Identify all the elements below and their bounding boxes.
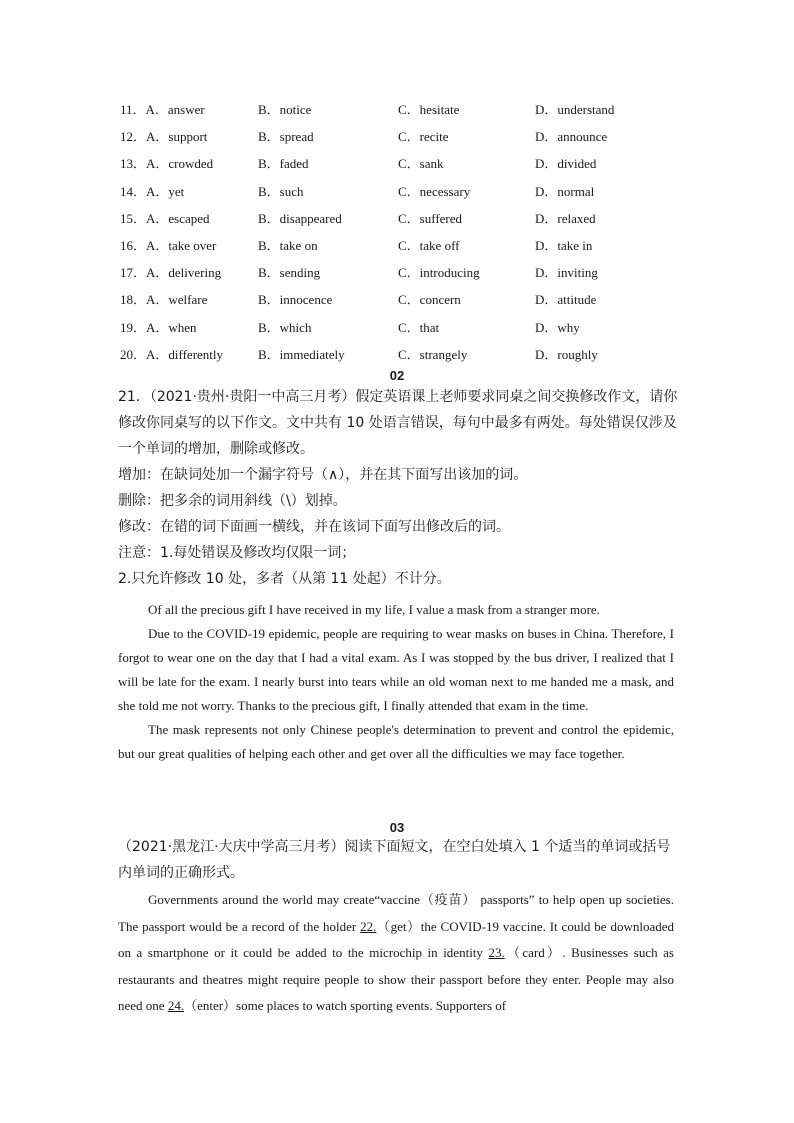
option-c: C．hesitate [398, 102, 460, 118]
option-a: 20．A．differently [120, 346, 224, 362]
option-row [120, 258, 680, 285]
option-b: B．sending [258, 265, 321, 281]
passage-text: Governments around the world may create“vaccine（疫苗） passports” to help open up societies. The passport would be a record of the holder [118, 892, 674, 934]
options-list [120, 95, 680, 367]
option-b: B．take on [258, 238, 318, 254]
option-c: C．necessary [398, 183, 471, 199]
option-c: C．strangely [398, 346, 468, 362]
option-a: 19．A．when [120, 319, 197, 335]
option-c: C．introducing [398, 265, 480, 281]
option-c: C．sank [398, 156, 444, 172]
option-row [120, 122, 680, 149]
option-c: C．that [398, 319, 440, 335]
section-02-instructions [118, 384, 678, 592]
option-a: 13．A．crowded [120, 156, 214, 172]
essay-paragraph: Due to the COVID-19 epidemic, people are requiring to wear masks on buses in China. Therefore, I forgot to wear one on the day that I had a vital exam. As I was stopped by the bus driver, I realized that I will be late for the exam. I nearly burst into tears while an old woman next to me handed me a mask, and she told me not worry. Thanks to the precious gift, I finally attended that exam in the time. [118, 626, 674, 713]
option-a: 18．A．welfare [120, 292, 208, 308]
option-row [120, 95, 680, 122]
cloze-paragraph [118, 887, 674, 1020]
cloze-passage [118, 887, 674, 1020]
option-row [120, 177, 680, 204]
option-d: D．relaxed [535, 210, 596, 226]
instruction-note-1: 注意：1.每处错误及修改均仅限一词； [118, 545, 356, 561]
option-c: C．recite [398, 129, 449, 145]
option-c: C．take off [398, 238, 460, 254]
essay-text [118, 598, 674, 766]
essay-paragraph: Of all the precious gift I have received in my life, I value a mask from a stranger more. [148, 602, 600, 617]
question-intro: （2021·黑龙江·大庆中学高三月考）阅读下面短文，在空白处填入 1 个适当的单词或括号内单词的正确形式。 [118, 839, 671, 881]
section-03-instruction [118, 834, 678, 886]
option-d: D．divided [535, 156, 597, 172]
option-d: D．attitude [535, 292, 597, 308]
option-d: D．take in [535, 238, 593, 254]
option-d: D．inviting [535, 265, 598, 281]
instruction-modify: 修改：在错的词下面画一横线，并在该词下面写出修改后的词。 [118, 519, 510, 535]
option-b: B．faded [258, 156, 309, 172]
option-b: B．disappeared [258, 210, 342, 226]
option-d: D．roughly [535, 346, 598, 362]
option-b: B．which [258, 319, 312, 335]
instruction-delete: 删除：把多余的词用斜线（\）划掉。 [118, 493, 347, 509]
option-c: C．suffered [398, 210, 463, 226]
option-c: C．concern [398, 292, 461, 308]
option-d: D．announce [535, 129, 608, 145]
blank-22: 22. [360, 918, 377, 934]
question-intro: 21．（2021·贵州·贵阳一中高三月考）假定英语课上老师要求同桌之间交换修改作文，请你修改你同桌写的以下作文。文中共有 10 处语言错误，每句中最多有两处。每处错误仅涉及一个单词的增加，删除或修改。 [118, 389, 678, 457]
option-d: D．normal [535, 183, 595, 199]
option-d: D．why [535, 319, 580, 335]
option-a: 12．A．support [120, 129, 208, 145]
option-b: B．notice [258, 102, 312, 118]
option-a: 17．A．delivering [120, 265, 222, 281]
section-number-03: 03 [389, 820, 405, 835]
option-a: 11．A．answer [120, 102, 205, 118]
instruction-add: 增加：在缺词处加一个漏字符号（∧），并在其下面写出该加的词。 [118, 467, 528, 483]
passage-text: （get）the COVID-19 vaccine. It could be downloaded on a smartphone or it could be added to the microchip in identity [118, 918, 674, 960]
section-number-02: 02 [389, 368, 405, 383]
essay-paragraph: The mask represents not only Chinese people's determination to prevent and control the epidemic, but our great qualities of helping each other and get over all the difficulties we may face together. [118, 722, 674, 761]
option-row [120, 231, 680, 258]
option-b: B．immediately [258, 346, 345, 362]
option-b: B．spread [258, 129, 314, 145]
option-row [120, 340, 680, 367]
option-b: B．innocence [258, 292, 333, 308]
passage-text: （card）. Businesses such as restaurants and theatres might require people to show their passport before they enter. People may also need one [118, 945, 674, 1013]
option-a: 16．A．take over [120, 238, 217, 254]
option-d: D．understand [535, 102, 615, 118]
option-row [120, 285, 680, 312]
blank-23: 23. [488, 945, 505, 960]
blank-24: 24. [167, 998, 185, 1013]
option-row [120, 204, 680, 231]
passage-text: （enter）some places to watch sporting events. Supporters of [184, 998, 507, 1013]
instruction-note-2: 2.只允许修改 10 处，多者（从第 11 处起）不计分。 [118, 571, 451, 587]
option-a: 15．A．escaped [120, 210, 210, 226]
option-a: 14．A．yet [120, 183, 185, 199]
option-b: B．such [258, 183, 304, 199]
option-row [120, 313, 680, 340]
option-row [120, 149, 680, 176]
